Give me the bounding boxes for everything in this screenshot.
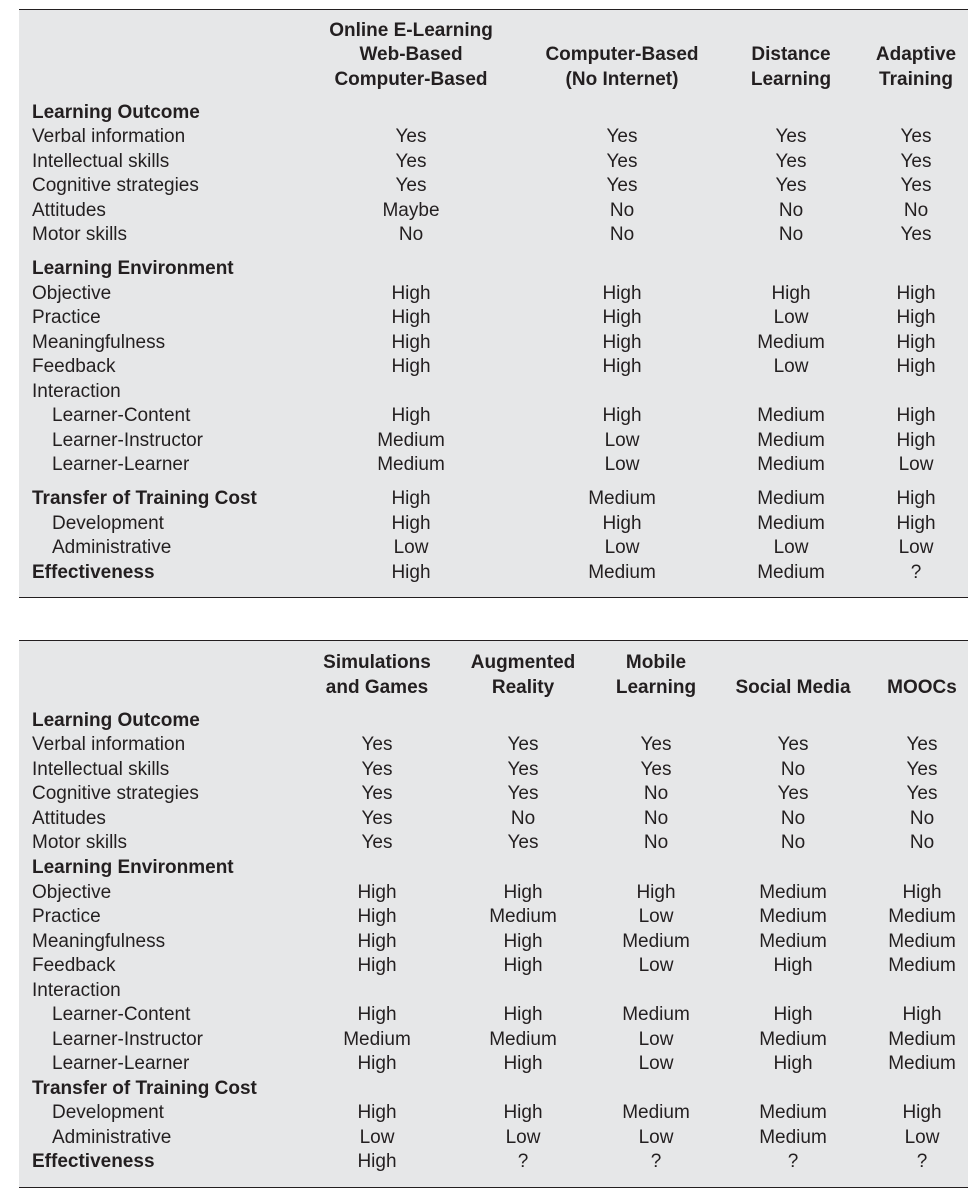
table-cell: Medium — [888, 1029, 956, 1050]
row-label: Learner-Instructor — [52, 1029, 204, 1050]
table-cell: High — [391, 562, 431, 583]
row-label: Cognitive strategies — [32, 783, 199, 804]
table-cell: Yes — [361, 734, 393, 755]
column-header: Computer-Based — [545, 44, 699, 65]
table-cell: High — [773, 1004, 813, 1025]
table-cell: Medium — [759, 931, 827, 952]
table-cell: High — [602, 356, 642, 377]
table-cell: Yes — [640, 759, 672, 780]
row-label: Administrative — [52, 537, 172, 558]
table-cell: Medium — [588, 488, 656, 509]
table-cell: No — [643, 783, 669, 804]
table-cell: High — [391, 405, 431, 426]
table-cell: Low — [638, 1127, 674, 1148]
row-label: Effectiveness — [32, 1151, 155, 1172]
table-cell: Yes — [361, 759, 393, 780]
table-cell: Low — [898, 537, 934, 558]
row-label: Practice — [32, 906, 101, 927]
row-label: Learner-Learner — [52, 454, 190, 475]
row-label: Feedback — [32, 955, 116, 976]
table-cell: Medium — [377, 454, 445, 475]
table-cell: High — [896, 513, 936, 534]
table-cell: High — [503, 1053, 543, 1074]
row-label: Verbal information — [32, 126, 186, 147]
table-cell: Yes — [900, 126, 932, 147]
table-cell: High — [771, 283, 811, 304]
table-cell: High — [896, 283, 936, 304]
table-cell: Low — [359, 1127, 395, 1148]
table-cell: High — [896, 307, 936, 328]
table-cell: Low — [604, 430, 640, 451]
table-cell: High — [896, 332, 936, 353]
table-cell: ? — [787, 1151, 799, 1172]
table-cell: Low — [505, 1127, 541, 1148]
table-cell: Low — [638, 1029, 674, 1050]
table-cell: Yes — [361, 783, 393, 804]
row-label: Meaningfulness — [32, 931, 166, 952]
table-cell: High — [357, 882, 397, 903]
table-cell: Medium — [888, 955, 956, 976]
table-cell: ? — [916, 1151, 928, 1172]
table-cell: Medium — [888, 1053, 956, 1074]
table-cell: High — [503, 931, 543, 952]
row-label: Learner-Content — [52, 1004, 191, 1025]
table-cell: Yes — [640, 734, 672, 755]
table-cell: Medium — [588, 562, 656, 583]
column-header: Adaptive — [875, 44, 957, 65]
table-cell: High — [602, 513, 642, 534]
row-label: Attitudes — [32, 200, 106, 221]
table-cell: High — [357, 955, 397, 976]
table-cell: High — [391, 513, 431, 534]
table-cell: Medium — [759, 1102, 827, 1123]
column-header: and Games — [325, 676, 429, 698]
table-cell: High — [391, 307, 431, 328]
table-cell: No — [909, 808, 935, 829]
column-header: Learning — [615, 676, 697, 698]
table-cell: High — [391, 488, 431, 509]
table-cell: Medium — [377, 430, 445, 451]
table-cell: High — [503, 1102, 543, 1123]
table-cell: Yes — [395, 126, 427, 147]
table-cell: Yes — [507, 783, 539, 804]
table-cell: High — [636, 882, 676, 903]
table-cell: ? — [650, 1151, 662, 1172]
table-cell: Medium — [888, 931, 956, 952]
table-cell: High — [391, 356, 431, 377]
comparison-table-2 — [19, 640, 968, 1188]
table-cell: High — [896, 405, 936, 426]
table-cell: High — [357, 1053, 397, 1074]
table-cell: High — [503, 882, 543, 903]
table-cell: Yes — [900, 151, 932, 172]
table-cell: ? — [517, 1151, 529, 1172]
table-cell: Yes — [777, 734, 809, 755]
comparison-table-1 — [19, 9, 968, 598]
row-label: Transfer of Training Cost — [32, 488, 257, 509]
column-header: Training — [879, 68, 953, 90]
row-label: Learner-Content — [52, 405, 191, 426]
table-cell: High — [896, 488, 936, 509]
table-cell: High — [503, 1004, 543, 1025]
table-cell: High — [773, 1053, 813, 1074]
table-cell: No — [903, 200, 929, 221]
table-cell: No — [609, 224, 635, 245]
table-cell: High — [357, 1151, 397, 1172]
table-cell: No — [643, 808, 669, 829]
row-label: Effectiveness — [32, 562, 155, 583]
row-label: Administrative — [52, 1127, 172, 1148]
column-header: Web-Based — [359, 44, 463, 65]
table-cell: Low — [898, 454, 934, 475]
table-cell: Medium — [888, 906, 956, 927]
table-cell: Medium — [489, 1029, 557, 1050]
table-cell: No — [510, 808, 536, 829]
table-cell: Yes — [775, 151, 807, 172]
table-cell: Low — [638, 906, 674, 927]
table-cell: Low — [773, 356, 809, 377]
column-header: Reality — [491, 676, 555, 698]
table-cell: Yes — [906, 783, 938, 804]
table-cell: No — [780, 759, 806, 780]
table-cell: High — [602, 283, 642, 304]
section-heading: Transfer of Training Cost — [32, 1078, 257, 1099]
row-label: Learner-Learner — [52, 1053, 190, 1074]
table-cell: Medium — [757, 454, 825, 475]
row-label: Feedback — [32, 356, 116, 377]
section-heading: Learning Environment — [32, 857, 234, 878]
table-cell: Low — [393, 537, 429, 558]
column-header: Learning — [750, 68, 832, 90]
row-label: Intellectual skills — [32, 151, 170, 172]
table-cell: Medium — [622, 1004, 690, 1025]
row-label: Motor skills — [32, 832, 128, 853]
section-heading: Learning Outcome — [32, 710, 200, 731]
row-label: Attitudes — [32, 808, 106, 829]
table-cell: No — [643, 832, 669, 853]
table-cell: Yes — [395, 175, 427, 196]
table-cell: Low — [638, 955, 674, 976]
table-cell: Maybe — [382, 200, 440, 221]
table-cell: Medium — [757, 405, 825, 426]
row-label: Practice — [32, 307, 101, 328]
table-cell: No — [609, 200, 635, 221]
table-cell: Yes — [775, 175, 807, 196]
row-label: Cognitive strategies — [32, 175, 199, 196]
table-cell: High — [602, 332, 642, 353]
table-cell: Yes — [775, 126, 807, 147]
table-cell: Medium — [757, 562, 825, 583]
table-cell: High — [773, 955, 813, 976]
column-header: (No Internet) — [565, 68, 679, 90]
table-cell: Medium — [759, 1127, 827, 1148]
table-cell: Low — [773, 537, 809, 558]
table-cell: High — [357, 906, 397, 927]
table-cell: High — [902, 1004, 942, 1025]
table-cell: No — [909, 832, 935, 853]
row-label: Meaningfulness — [32, 332, 166, 353]
table-cell: Low — [604, 454, 640, 475]
table-cell: High — [391, 283, 431, 304]
table-cell: Medium — [622, 1102, 690, 1123]
table-cell: High — [602, 307, 642, 328]
table-cell: ? — [910, 562, 922, 583]
table-cell: High — [391, 332, 431, 353]
table-cell: Yes — [507, 832, 539, 853]
table-cell: Yes — [906, 759, 938, 780]
table-cell: No — [780, 808, 806, 829]
row-label: Objective — [32, 283, 112, 304]
table-cell: Medium — [759, 1029, 827, 1050]
row-label: Interaction — [32, 381, 121, 402]
column-header: Mobile — [625, 652, 687, 673]
table-cell: Medium — [759, 906, 827, 927]
table-cell: Low — [904, 1127, 940, 1148]
section-heading: Learning Environment — [32, 258, 234, 279]
table-cell: Yes — [361, 808, 393, 829]
table-cell: High — [357, 931, 397, 952]
table-cell: No — [778, 224, 804, 245]
table-cell: Yes — [606, 126, 638, 147]
table-cell: Yes — [361, 832, 393, 853]
column-header: Computer-Based — [334, 68, 488, 90]
table-cell: Yes — [606, 151, 638, 172]
table-cell: Low — [604, 537, 640, 558]
table-cell: Yes — [900, 175, 932, 196]
table-cell: Yes — [606, 175, 638, 196]
row-label: Learner-Instructor — [52, 430, 204, 451]
row-label: Development — [52, 1102, 164, 1123]
column-header: Augmented — [470, 652, 576, 673]
row-label: Interaction — [32, 980, 121, 1001]
table-cell: Yes — [777, 783, 809, 804]
table-cell: Medium — [757, 488, 825, 509]
table-cell: High — [896, 356, 936, 377]
column-header: Social Media — [735, 676, 851, 698]
table-cell: High — [896, 430, 936, 451]
row-label: Objective — [32, 882, 112, 903]
table-cell: High — [357, 1004, 397, 1025]
table-cell: Medium — [343, 1029, 411, 1050]
table-cell: No — [778, 200, 804, 221]
table-cell: Medium — [757, 332, 825, 353]
table-cell: Yes — [900, 224, 932, 245]
row-label: Verbal information — [32, 734, 186, 755]
table-cell: Yes — [507, 759, 539, 780]
table-cell: High — [902, 882, 942, 903]
table-cell: Yes — [507, 734, 539, 755]
table-cell: High — [357, 1102, 397, 1123]
table-cell: Yes — [395, 151, 427, 172]
table-cell: High — [602, 405, 642, 426]
table-cell: Medium — [489, 906, 557, 927]
column-header: Distance — [751, 44, 831, 65]
row-label: Intellectual skills — [32, 759, 170, 780]
table-cell: Medium — [759, 882, 827, 903]
table-cell: Low — [638, 1053, 674, 1074]
table-cell: High — [902, 1102, 942, 1123]
row-label: Development — [52, 513, 164, 534]
row-label: Motor skills — [32, 224, 128, 245]
table-cell: Medium — [622, 931, 690, 952]
table-cell: High — [503, 955, 543, 976]
table-cell: No — [398, 224, 424, 245]
table-cell: No — [780, 832, 806, 853]
column-header: MOOCs — [887, 676, 957, 698]
table-cell: Yes — [906, 734, 938, 755]
column-header: Simulations — [323, 652, 431, 673]
table-cell: Medium — [757, 513, 825, 534]
table-cell: Low — [773, 307, 809, 328]
column-header: Online E-Learning — [329, 19, 493, 41]
section-heading: Learning Outcome — [32, 102, 200, 123]
table-cell: Medium — [757, 430, 825, 451]
